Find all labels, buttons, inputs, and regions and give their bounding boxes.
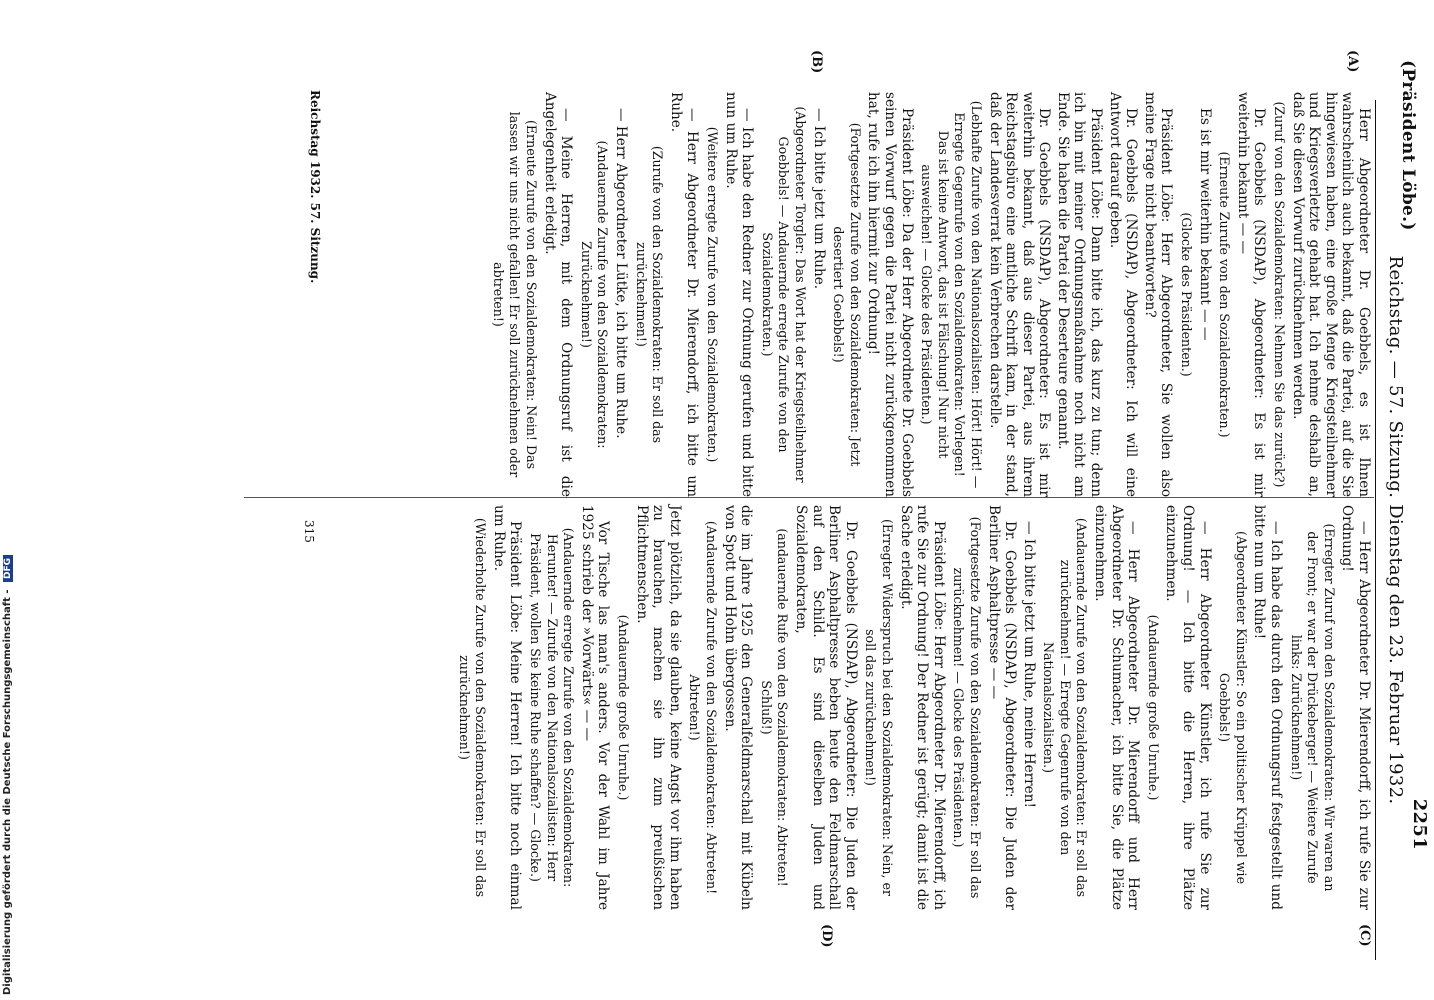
interjection: (Erregter Widerspruch bei den Sozialdemokraten: Nein, er soll das zurücknehmen!) bbox=[863, 518, 895, 897]
interjection: (Zuruf von den Sozialdemokraten: Nehmen Sie das zurück?) bbox=[1272, 101, 1288, 488]
interjection: (Andauernde große Unruhe.) bbox=[616, 614, 632, 801]
speech-paragraph: Präsident Löbe: Dann bitte ich, das kurz zu tun; denn ich bin mit meiner Ordnungsmaßnahme noch nicht am Ende. Sie haben die Partei der Deserteure genannt. bbox=[1054, 92, 1105, 497]
speech-paragraph: Dr. Goebbels (NSDAP), Abgeordneter: Es ist mir weiterhin bekannt — — bbox=[1234, 92, 1268, 497]
left-column bbox=[486, 92, 1372, 497]
footer-number: 315 bbox=[302, 520, 316, 543]
speech-paragraph: die im Jahre 1925 den Generalfeldmarschall mit Kübeln von Spott und Hohn übergossen. bbox=[721, 505, 755, 910]
interjection: (Andauernde erregte Zurufe von den Sozialdemokraten: Herunter! — Zurufe von den Nationalsozialisten: Herr Präsident, wollen Sie keine Ruhe schaffen? — Glocke.) bbox=[528, 527, 577, 888]
speech-paragraph: — Ich bitte jetzt um Ruhe, meine Herren! bbox=[1020, 521, 1037, 808]
speech-paragraph: — Meine Herren, mit dem Ordnungsruf ist die Angelegenheit erledigt. bbox=[541, 92, 575, 497]
right-column bbox=[452, 505, 1372, 910]
speech-paragraph: — Herr Abgeordneter Lütke, ich bitte um Ruhe. bbox=[613, 108, 630, 439]
interjection: (Fortgesetzte Zurufe von den Sozialdemokraten: Er soll das zurücknehmen! — Glocke des Präsidenten.) bbox=[951, 516, 983, 899]
interjection: (Andauernde Zurufe von den Sozialdemokraten: Abtreten! Abtreten!) bbox=[687, 520, 720, 895]
margin-marker-d: (D) bbox=[819, 924, 834, 948]
interjection: (Abgeordneter Torgler: Das Wort hat der Kriegsteilnehmer Goebbels! — Andauernde erregte Zurufe von den Sozialdemokraten.) bbox=[759, 106, 808, 483]
speech-paragraph: Dr. Goebbels (NSDAP), Abgeordneter: Es ist mir weiterhin bekannt, daß aus dieser Partei, aus ihrem Reichstagsbüro eine amtliche Schrift kam, in der stand, daß der Landesverrat kein Verbrechen darstelle. bbox=[986, 92, 1053, 497]
speech-paragraph: — Herr Abgeordneter Dr. Mierendorff und Herr Abgeordneter Dr. Schumacher, ich bitte Sie, die Plätze einzunehmen. bbox=[1092, 505, 1142, 910]
interjection: (Fortgesetzte Zurufe von den Sozialdemokraten: Jetzt desertiert Goebbels!) bbox=[831, 122, 863, 467]
interjection: (Weitere erregte Zurufe von den Sozialdemokraten.) bbox=[705, 126, 721, 463]
speech-paragraph: Herr Abgeordneter Dr. Goebbels, es ist Ihnen wahrscheinlich auch bekannt, daß die Partei, auf die Sie hingewiesen haben, eine große Menge Kriegsteilnehmer und Kriegsverletzte gehabt hat. Ich nehme deshalb an, daß Sie diesen Vorwurf zurücknehmen werden. bbox=[1289, 92, 1372, 497]
interjection: (Andauernde Zurufe von den Sozialdemokraten: Zurücknehmen!) bbox=[578, 140, 611, 449]
margin-marker-b: (B) bbox=[809, 50, 824, 74]
speech-paragraph: Jetzt plötzlich, da sie glauben, keine Angst vor ihm haben zu brauchen, machen sie ihn zum preußischen Pflichtmenschen. bbox=[633, 505, 683, 910]
interjection: (Erneute Zurufe von den Sozialdemokraten.) bbox=[1217, 151, 1233, 438]
interjection: (Abgeordneter Künstler: So ein politischer Krüppel wie Goebbels!) bbox=[1217, 530, 1249, 885]
header-rule bbox=[1375, 100, 1376, 960]
speech-paragraph: Präsident Löbe: Herr Abgeordneter, Sie wollen also meine Frage nicht beantworten? bbox=[1141, 92, 1175, 497]
speech-paragraph: — Herr Abgeordneter Dr. Mierendorff, ich bitte um Ruhe. bbox=[667, 92, 701, 497]
speech-paragraph: — Herr Abgeordneter Künstler, ich rufe Sie zur Ordnung! — Ich bitte die Herren, ihre Plätze einzunehmen. bbox=[1163, 505, 1213, 910]
interjection: (Lebhafte Zurufe von den Nationalsozialisten: Hört! Hört! — Erregte Gegenrufe von den Sozialdemokraten: Vorlegen! Das ist keine Antwort, das ist Fälschung! Nur nicht ausweichen! — Glocke des Präsidenten.) bbox=[919, 100, 984, 489]
speech-paragraph: Vor Tische las man's anders. Vor der Wahl im Jahre 1925 schrieb der »Vorwärts« — — bbox=[578, 505, 612, 910]
speech-paragraph: Dr. Goebbels (NSDAP), Abgeordneter: Die Juden der Berliner Asphaltpresse — — bbox=[985, 505, 1019, 910]
speech-paragraph: — Ich bitte jetzt um Ruhe. bbox=[810, 108, 827, 290]
digitization-note: Digitalisierung gefördert durch die Deutsche Forschungsgemeinschaft - bbox=[2, 589, 13, 995]
interjection: (Andauernde Zurufe von den Sozialdemokraten: Er soll das zurücknehmen! — Erregte Gegenrufe von den Nationalsozialisten.) bbox=[1041, 517, 1090, 898]
interjection: (Glocke des Präsidenten.) bbox=[1179, 212, 1195, 377]
speech-paragraph: Präsident Löbe: Meine Herren! Ich bitte noch einmal um Ruhe. bbox=[490, 505, 524, 910]
interjection: (andauernde Rufe von den Sozialdemokraten: Abtreten! Schluß!) bbox=[758, 528, 791, 887]
speech-paragraph: — Ich habe das durch den Ordnungsruf festgestellt und bitte nun um Ruhe! bbox=[1251, 505, 1285, 910]
digitization-strip bbox=[0, 0, 30, 1000]
speech-paragraph: — Herr Abgeordneter Dr. Mierendorff, ich rufe Sie zur Ordnung! bbox=[1339, 505, 1372, 910]
margin-marker-a: (A) bbox=[1345, 50, 1360, 73]
page-number: 2251 bbox=[1409, 798, 1430, 850]
interjection: (Zurufe von den Sozialdemokraten: Er soll das zurücknehmen!) bbox=[633, 145, 666, 444]
dfg-logo: DFG bbox=[3, 555, 13, 582]
speech-paragraph: Dr. Goebbels (NSDAP), Abgeordneter: Die Juden der Berliner Asphaltpresse beben heute den Feldmarschall auf den Schild. Es sind dieselben Juden und Sozialdemokraten, bbox=[793, 505, 859, 910]
speech-paragraph: Präsident Löbe: Herr Abgeordneter Dr. Mierendorff, ich rufe Sie zur Ordnung! Der Redner ist gerügt; damit ist die Sache erledigt. bbox=[897, 505, 947, 910]
speech-paragraph: — Ich habe den Redner zur Ordnung gerufen und bitte nun um Ruhe. bbox=[722, 92, 756, 497]
interjection: (Erneute Zurufe von den Sozialdemokraten: Nein! Das lassen wir uns nicht gefallen! Er soll zurücknehmen oder abtreten!) bbox=[490, 111, 540, 478]
page-header: Reichstag. — 57. Sitzung. Dienstag den 23. Februar 1932. bbox=[1385, 255, 1406, 805]
interjection: (Erregter Zuruf von den Sozialdemokraten: Wir waren an der Front; er war der Drückeberger! — Weitere Zurufe links: Zurücknehmen!) bbox=[1288, 523, 1337, 892]
interjection: (Wiederholte Zurufe von den Sozialdemokraten: Er soll das zurücknehmen!) bbox=[456, 517, 489, 898]
column-divider bbox=[244, 497, 1374, 498]
speech-paragraph: Präsident Löbe: Da der Herr Abgeordnete Dr. Goebbels seinen Vorwurf gegen die Partei nicht zurückgenommen hat, rufe ich ihn hiermit zur Ordnung! bbox=[865, 92, 915, 497]
margin-marker-c: (C) bbox=[1357, 924, 1372, 947]
speech-paragraph: Dr. Goebbels (NSDAP), Abgeordneter: Ich will eine Antwort darauf geben. bbox=[1106, 92, 1140, 497]
speech-paragraph: Es ist mir weiterhin bekannt — — bbox=[1196, 108, 1213, 341]
footer-session: Reichstag 1932. 57. Sitzung. bbox=[308, 90, 322, 284]
interjection: (Andauernde große Unruhe.) bbox=[1145, 614, 1161, 801]
running-speaker: (Präsident Löbe.) bbox=[1398, 60, 1418, 231]
